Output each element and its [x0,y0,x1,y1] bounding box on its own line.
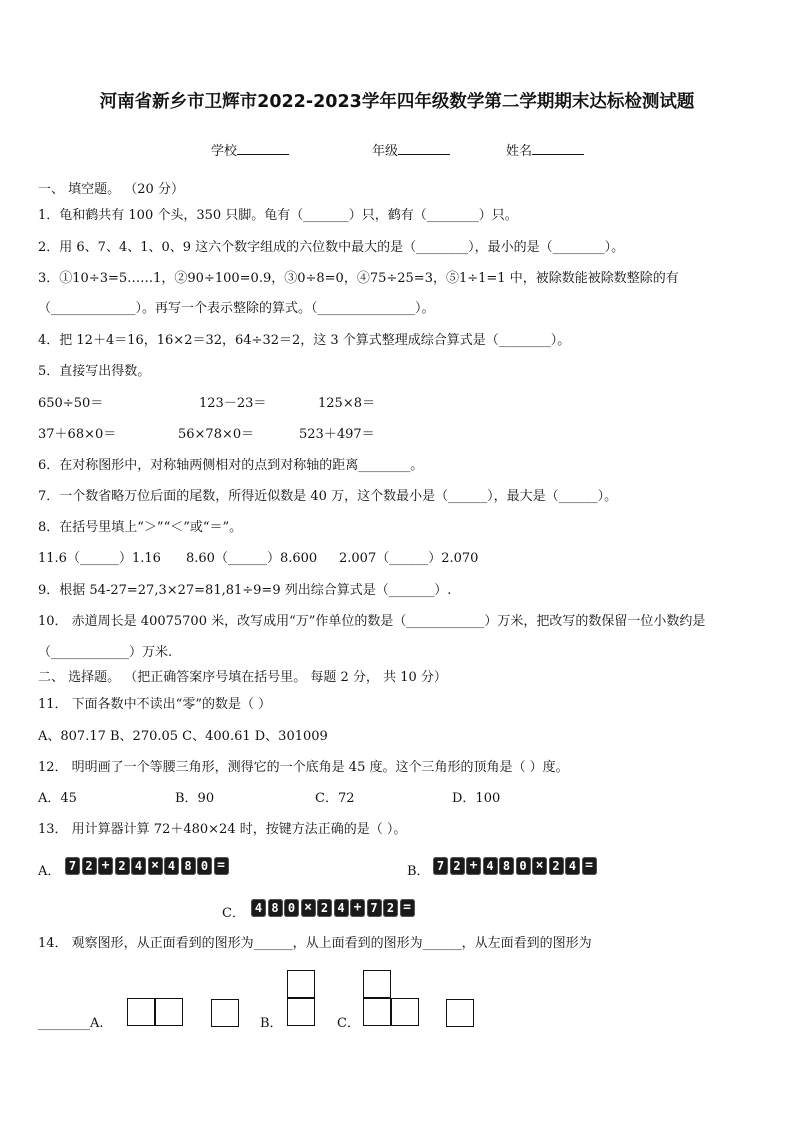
calc-key: 4 [565,857,580,875]
calc-key: × [301,899,316,917]
question-10-line-1: 10． 赤道周长是 40075700 米，改写成用“万”作单位的数是（____________）万米，把改写的数保留一位小数约是 [38,614,706,629]
school-label: 学校 [211,144,238,159]
name-label: 姓名 [506,144,533,159]
question-3-line-1: 3．①10÷3=5……1，②90÷100=0.9，③0÷8=0，④75÷25=3，⑤1÷1=1 中，被除数能被除数整除的有 [38,271,679,286]
figure-square [127,998,155,1026]
calc-key: 4 [251,899,266,917]
question-3-line-2: （_____________）。再写一个表示整除的算式。（_______________）。 [38,301,435,316]
calc-key: = [214,857,229,875]
calc-key: 0 [197,857,212,875]
q13-keys-c [251,899,416,917]
calc-key: 2 [115,857,130,875]
calc-key: + [350,899,365,917]
q12-option-b: B．90 [175,791,215,806]
q13-label-a: A． [38,864,61,879]
calc-key: 4 [164,857,179,875]
q14-blank-a: ________A. [38,1016,104,1031]
question-12: 12． 明明画了一个等腰三角形，测得它的一个底角是 45 度。这个三角形的顶角是（ ）度。 [38,760,569,775]
figure-square [391,998,419,1026]
calc-key: 2 [82,857,97,875]
q12-option-c: C．72 [315,791,355,806]
calc-key: 8 [268,899,283,917]
question-10-line-2: （____________）万米. [38,645,173,660]
grade-label: 年级 [372,144,399,159]
grade-blank[interactable] [398,142,450,155]
grade-field[interactable] [372,140,450,159]
q13-keys-a [65,857,230,875]
calc-key: 0 [284,899,299,917]
calc-key: 0 [516,857,531,875]
q5-item: 523＋497＝ [299,427,375,442]
calc-key: = [582,857,597,875]
question-5: 5．直接写出得数。 [38,364,151,379]
calc-key: 7 [433,857,448,875]
question-2: 2．用 6、7、4、1、0、9 这六个数字组成的六位数中最大的是（________），最小的是（________）。 [38,240,625,255]
figure-square [211,999,239,1027]
page-title: 河南省新乡市卫辉市2022-2023学年四年级数学第二学期期末达标检测试题 [99,92,695,112]
q13-label-b: B． [407,864,430,879]
question-7: 7．一个数省略万位后面的尾数，所得近似数是 40 万，这个数最小是（______），最大是（______）。 [38,489,618,504]
calc-key: 2 [317,899,332,917]
name-blank[interactable] [532,142,584,155]
calc-key: 8 [181,857,196,875]
question-13: 13． 用计算器计算 72＋480×24 时，按键方法正确的是（ ）。 [38,822,407,837]
q5-item: 650÷50＝ [38,396,104,411]
calc-key: 2 [450,857,465,875]
calc-key: 4 [131,857,146,875]
calc-key: 8 [499,857,514,875]
calc-key: 4 [483,857,498,875]
question-6: 6．在对称图形中，对称轴两侧相对的点到对称轴的距离________。 [38,458,424,473]
school-field[interactable] [211,140,289,159]
calc-key: 2 [383,899,398,917]
q13-keys-b [433,857,598,875]
calc-key: × [532,857,547,875]
section-2-heading: 二、 选择题。 （把正确答案序号填在括号里。 每题 2 分， 共 10 分） [38,670,447,685]
q5-item: 37＋68×0＝ [38,427,117,442]
name-field[interactable] [506,140,584,159]
calc-key: + [466,857,481,875]
question-4: 4．把 12＋4＝16，16×2＝32，64÷32＝2，这 3 个算式整理成综合算式是（________）。 [38,333,571,348]
calc-key: 4 [334,899,349,917]
q13-label-c: C． [222,906,245,921]
q5-item: 56×78×0＝ [178,427,255,442]
q5-item: 123－23＝ [199,396,267,411]
calc-key: 2 [549,857,564,875]
question-11-options: A、807.17 B、270.05 C、400.61 D、301009 [38,729,328,744]
calc-key: = [400,899,415,917]
question-14: 14． 观察图形，从正面看到的图形为______，从上面看到的图形为______，从左面看到的图形为 [38,936,592,951]
calc-key: 7 [367,899,382,917]
figure-square [287,970,315,998]
question-8: 8．在括号里填上“＞”“＜”或“＝”。 [38,520,243,535]
figure-square [287,998,315,1026]
q8-item: 11.6（______）1.16 [38,551,161,566]
figure-square [155,998,183,1026]
q14-label-b: B． [260,1016,283,1031]
calc-key: + [98,857,113,875]
question-11: 11． 下面各数中不读出“零”的数是（ ） [38,697,272,712]
q12-option-d: D．100 [452,791,501,806]
q14-label-c: C． [337,1016,360,1031]
figure-square [363,970,391,998]
q8-item: 8.60（______）8.600 [186,551,318,566]
figure-square [363,998,391,1026]
figure-square [446,999,474,1027]
section-1-heading: 一、 填空题。 （20 分） [38,182,184,197]
q8-item: 2.007（______）2.070 [339,551,479,566]
question-1: 1．龟和鹤共有 100 个头，350 只脚。龟有（_______）只，鹤有（________）只。 [38,208,518,223]
q5-item: 125×8＝ [318,396,375,411]
question-9: 9．根据 54-27=27,3×27=81,81÷9=9 列出综合算式是（_______）. [38,583,452,598]
school-blank[interactable] [237,142,289,155]
calc-key: 7 [65,857,80,875]
calc-key: × [148,857,163,875]
q12-option-a: A．45 [38,791,77,806]
